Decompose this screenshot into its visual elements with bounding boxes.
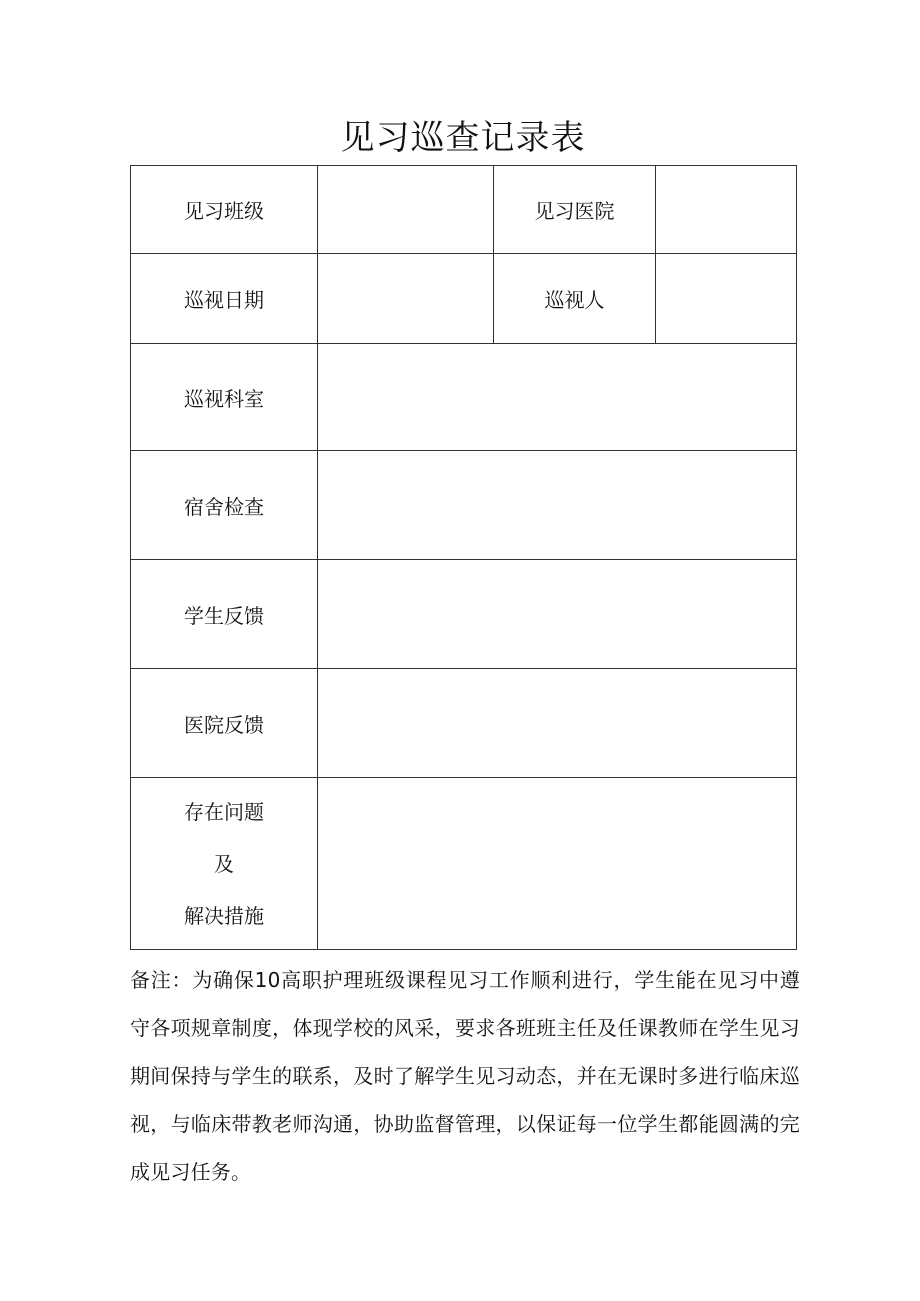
dorm-field[interactable] — [318, 451, 797, 560]
issues-label-line-2: 及 — [214, 851, 234, 876]
hospital-field[interactable] — [656, 166, 797, 254]
date-field[interactable] — [318, 254, 494, 344]
hospital-feedback-label: 医院反馈 — [131, 669, 318, 778]
page-title: 见习巡查记录表 — [340, 118, 586, 158]
inspector-label: 巡视人 — [494, 254, 656, 344]
row-issues — [131, 778, 797, 950]
inspector-field[interactable] — [656, 254, 797, 344]
issues-label-line-3: 解决措施 — [184, 903, 264, 928]
class-field[interactable] — [318, 166, 494, 254]
class-label: 见习班级 — [131, 166, 318, 254]
issues-label — [131, 778, 318, 950]
issues-label-line-1: 存在问题 — [184, 799, 264, 824]
inspection-record-table — [130, 165, 797, 950]
row-date-inspector — [131, 254, 797, 344]
date-label: 巡视日期 — [131, 254, 318, 344]
row-hospital-feedback — [131, 669, 797, 778]
department-field[interactable] — [318, 344, 797, 451]
issues-field[interactable] — [318, 778, 797, 950]
student-feedback-label: 学生反馈 — [131, 560, 318, 669]
row-student-feedback — [131, 560, 797, 669]
hospital-feedback-field[interactable] — [318, 669, 797, 778]
hospital-label: 见习医院 — [494, 166, 656, 254]
remarks-note: 备注：为确保10高职护理班级课程见习工作顺利进行，学生能在见习中遵守各项规章制度，体现学校的风采，要求各班班主任及任课教师在学生见习期间保持与学生的联系，及时了解学生见习动态，并在无课时多进行临床巡视，与临床带教老师沟通，协助监督管理，以保证每一位学生都能圆满的完成见习任务。 — [130, 968, 800, 1184]
student-feedback-field[interactable] — [318, 560, 797, 669]
row-class-hospital — [131, 166, 797, 254]
department-label: 巡视科室 — [131, 344, 318, 451]
row-dorm — [131, 451, 797, 560]
row-department — [131, 344, 797, 451]
dorm-label: 宿舍检查 — [131, 451, 318, 560]
